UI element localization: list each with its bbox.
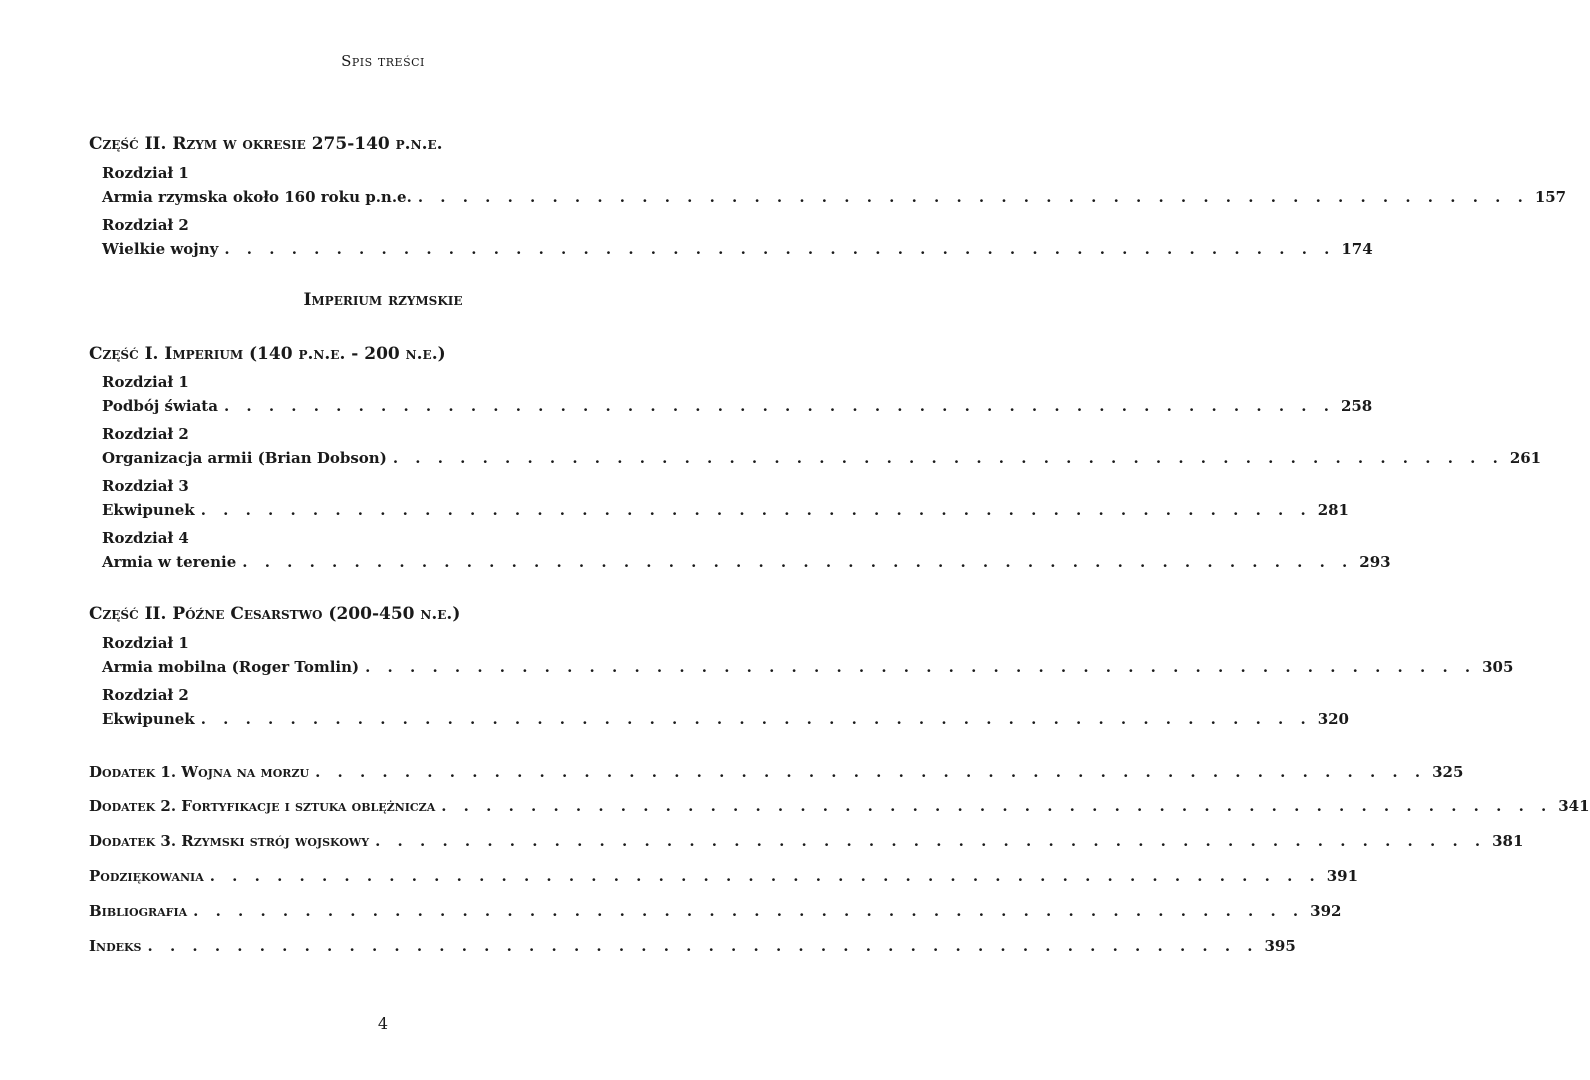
dot-leader: . . . . . . . . . . . . . . . . . . . . . . . . . . . . . . . . . . . . . . . . . . . . . . . . . .: [392, 449, 1504, 467]
toc-entry-title: Armia rzymska około 160 roku p.n.e.: [102, 188, 412, 206]
toc-entry-page: 391: [1326, 867, 1359, 885]
dot-leader: . . . . . . . . . . . . . . . . . . . . . . . . . . . . . . . . . . . . . . . . . . . . . . . . . .: [375, 832, 1487, 850]
toc-entry-title: Dodatek 3. Rzymski strój wojskowy: [89, 832, 370, 850]
toc-entry-page: 325: [1432, 763, 1464, 781]
dot-leader: . . . . . . . . . . . . . . . . . . . . . . . . . . . . . . . . . . . . . . . . . . . . . . . . . .: [200, 501, 1312, 519]
toc-entry[interactable]: [102, 188, 1567, 206]
toc-entry[interactable]: [102, 397, 1373, 415]
chapter-label: Rozdział 2: [102, 216, 189, 234]
toc-entry-page: 341: [1558, 797, 1590, 815]
chapter-label: Rozdział 4: [102, 529, 189, 547]
toc-entry[interactable]: [102, 501, 1349, 519]
part-heading: Część II. Rzym w okresie 275-140 p.n.e.: [89, 134, 443, 154]
dot-leader: . . . . . . . . . . . . . . . . . . . . . . . . . . . . . . . . . . . . . . . . . . . . . . . . . .: [147, 937, 1259, 955]
toc-entry-title: Bibliografia: [89, 902, 188, 920]
chapter-label: Rozdział 1: [102, 634, 189, 652]
toc-entry[interactable]: [102, 658, 1514, 676]
toc-entry-title: Ekwipunek: [102, 710, 195, 728]
dot-leader: . . . . . . . . . . . . . . . . . . . . . . . . . . . . . . . . . . . . . . . . . . . . . . . . . .: [315, 763, 1427, 781]
running-header: Spis treści: [341, 52, 425, 70]
toc-entry-title: Armia mobilna (Roger Tomlin): [102, 658, 360, 676]
toc-entry-title: Podbój świata: [102, 397, 218, 415]
chapter-label: Rozdział 2: [102, 425, 189, 443]
toc-entry-title: Dodatek 1. Wojna na morzu: [89, 763, 310, 781]
part-heading: Część I. Imperium (140 p.n.e. - 200 n.e.): [89, 344, 446, 364]
toc-entry[interactable]: [89, 797, 1590, 815]
toc-entry[interactable]: [89, 763, 1464, 781]
toc-entry[interactable]: [102, 710, 1349, 728]
dot-leader: . . . . . . . . . . . . . . . . . . . . . . . . . . . . . . . . . . . . . . . . . . . . . . . . . .: [224, 240, 1336, 258]
dot-leader: . . . . . . . . . . . . . . . . . . . . . . . . . . . . . . . . . . . . . . . . . . . . . . . . . .: [200, 710, 1312, 728]
toc-entry-page: 258: [1340, 397, 1373, 415]
part-heading: Część II. Późne Cesarstwo (200-450 n.e.): [89, 604, 461, 624]
toc-entry-title: Dodatek 2. Fortyfikacje i sztuka oblężnicza: [89, 797, 436, 815]
toc-entry-page: 157: [1534, 188, 1567, 206]
toc-entry[interactable]: [89, 832, 1524, 850]
toc-entry[interactable]: [89, 902, 1342, 920]
toc-entry-title: Organizacja armii (Brian Dobson): [102, 449, 387, 467]
dot-leader: . . . . . . . . . . . . . . . . . . . . . . . . . . . . . . . . . . . . . . . . . . . . . . . . . .: [209, 867, 1321, 885]
chapter-label: Rozdział 2: [102, 686, 189, 704]
toc-entry-title: Wielkie wojny: [102, 240, 219, 258]
toc-entry[interactable]: [102, 240, 1373, 258]
toc-entry-page: 381: [1492, 832, 1524, 850]
dot-leader: . . . . . . . . . . . . . . . . . . . . . . . . . . . . . . . . . . . . . . . . . . . . . . . . . .: [223, 397, 1335, 415]
toc-entry-page: 281: [1317, 501, 1349, 519]
toc-entry-page: 261: [1509, 449, 1542, 467]
dot-leader: . . . . . . . . . . . . . . . . . . . . . . . . . . . . . . . . . . . . . . . . . . . . . . . . . .: [417, 188, 1529, 206]
dot-leader: . . . . . . . . . . . . . . . . . . . . . . . . . . . . . . . . . . . . . . . . . . . . . . . . . .: [441, 797, 1553, 815]
toc-entry[interactable]: [102, 449, 1542, 467]
toc-entry[interactable]: [89, 937, 1296, 955]
dot-leader: . . . . . . . . . . . . . . . . . . . . . . . . . . . . . . . . . . . . . . . . . . . . . . . . . .: [193, 902, 1305, 920]
toc-entry-page: 395: [1264, 937, 1296, 955]
toc-entry[interactable]: [89, 867, 1359, 885]
page-number: 4: [377, 1014, 389, 1033]
toc-entry[interactable]: [102, 553, 1391, 571]
toc-entry-page: 392: [1310, 902, 1342, 920]
chapter-label: Rozdział 1: [102, 164, 189, 182]
toc-entry-title: Podziękowania: [89, 867, 204, 885]
toc-entry-title: Indeks: [89, 937, 142, 955]
toc-entry-page: 320: [1317, 710, 1349, 728]
chapter-label: Rozdział 1: [102, 373, 189, 391]
toc-entry-title: Armia w terenie: [102, 553, 237, 571]
toc-entry-page: 305: [1482, 658, 1514, 676]
chapter-label: Rozdział 3: [102, 477, 189, 495]
toc-entry-page: 293: [1359, 553, 1391, 571]
dot-leader: . . . . . . . . . . . . . . . . . . . . . . . . . . . . . . . . . . . . . . . . . . . . . . . . . .: [242, 553, 1354, 571]
dot-leader: . . . . . . . . . . . . . . . . . . . . . . . . . . . . . . . . . . . . . . . . . . . . . . . . . .: [365, 658, 1477, 676]
toc-entry-page: 174: [1341, 240, 1373, 258]
toc-entry-title: Ekwipunek: [102, 501, 195, 519]
section-heading: Imperium rzymskie: [303, 290, 463, 310]
